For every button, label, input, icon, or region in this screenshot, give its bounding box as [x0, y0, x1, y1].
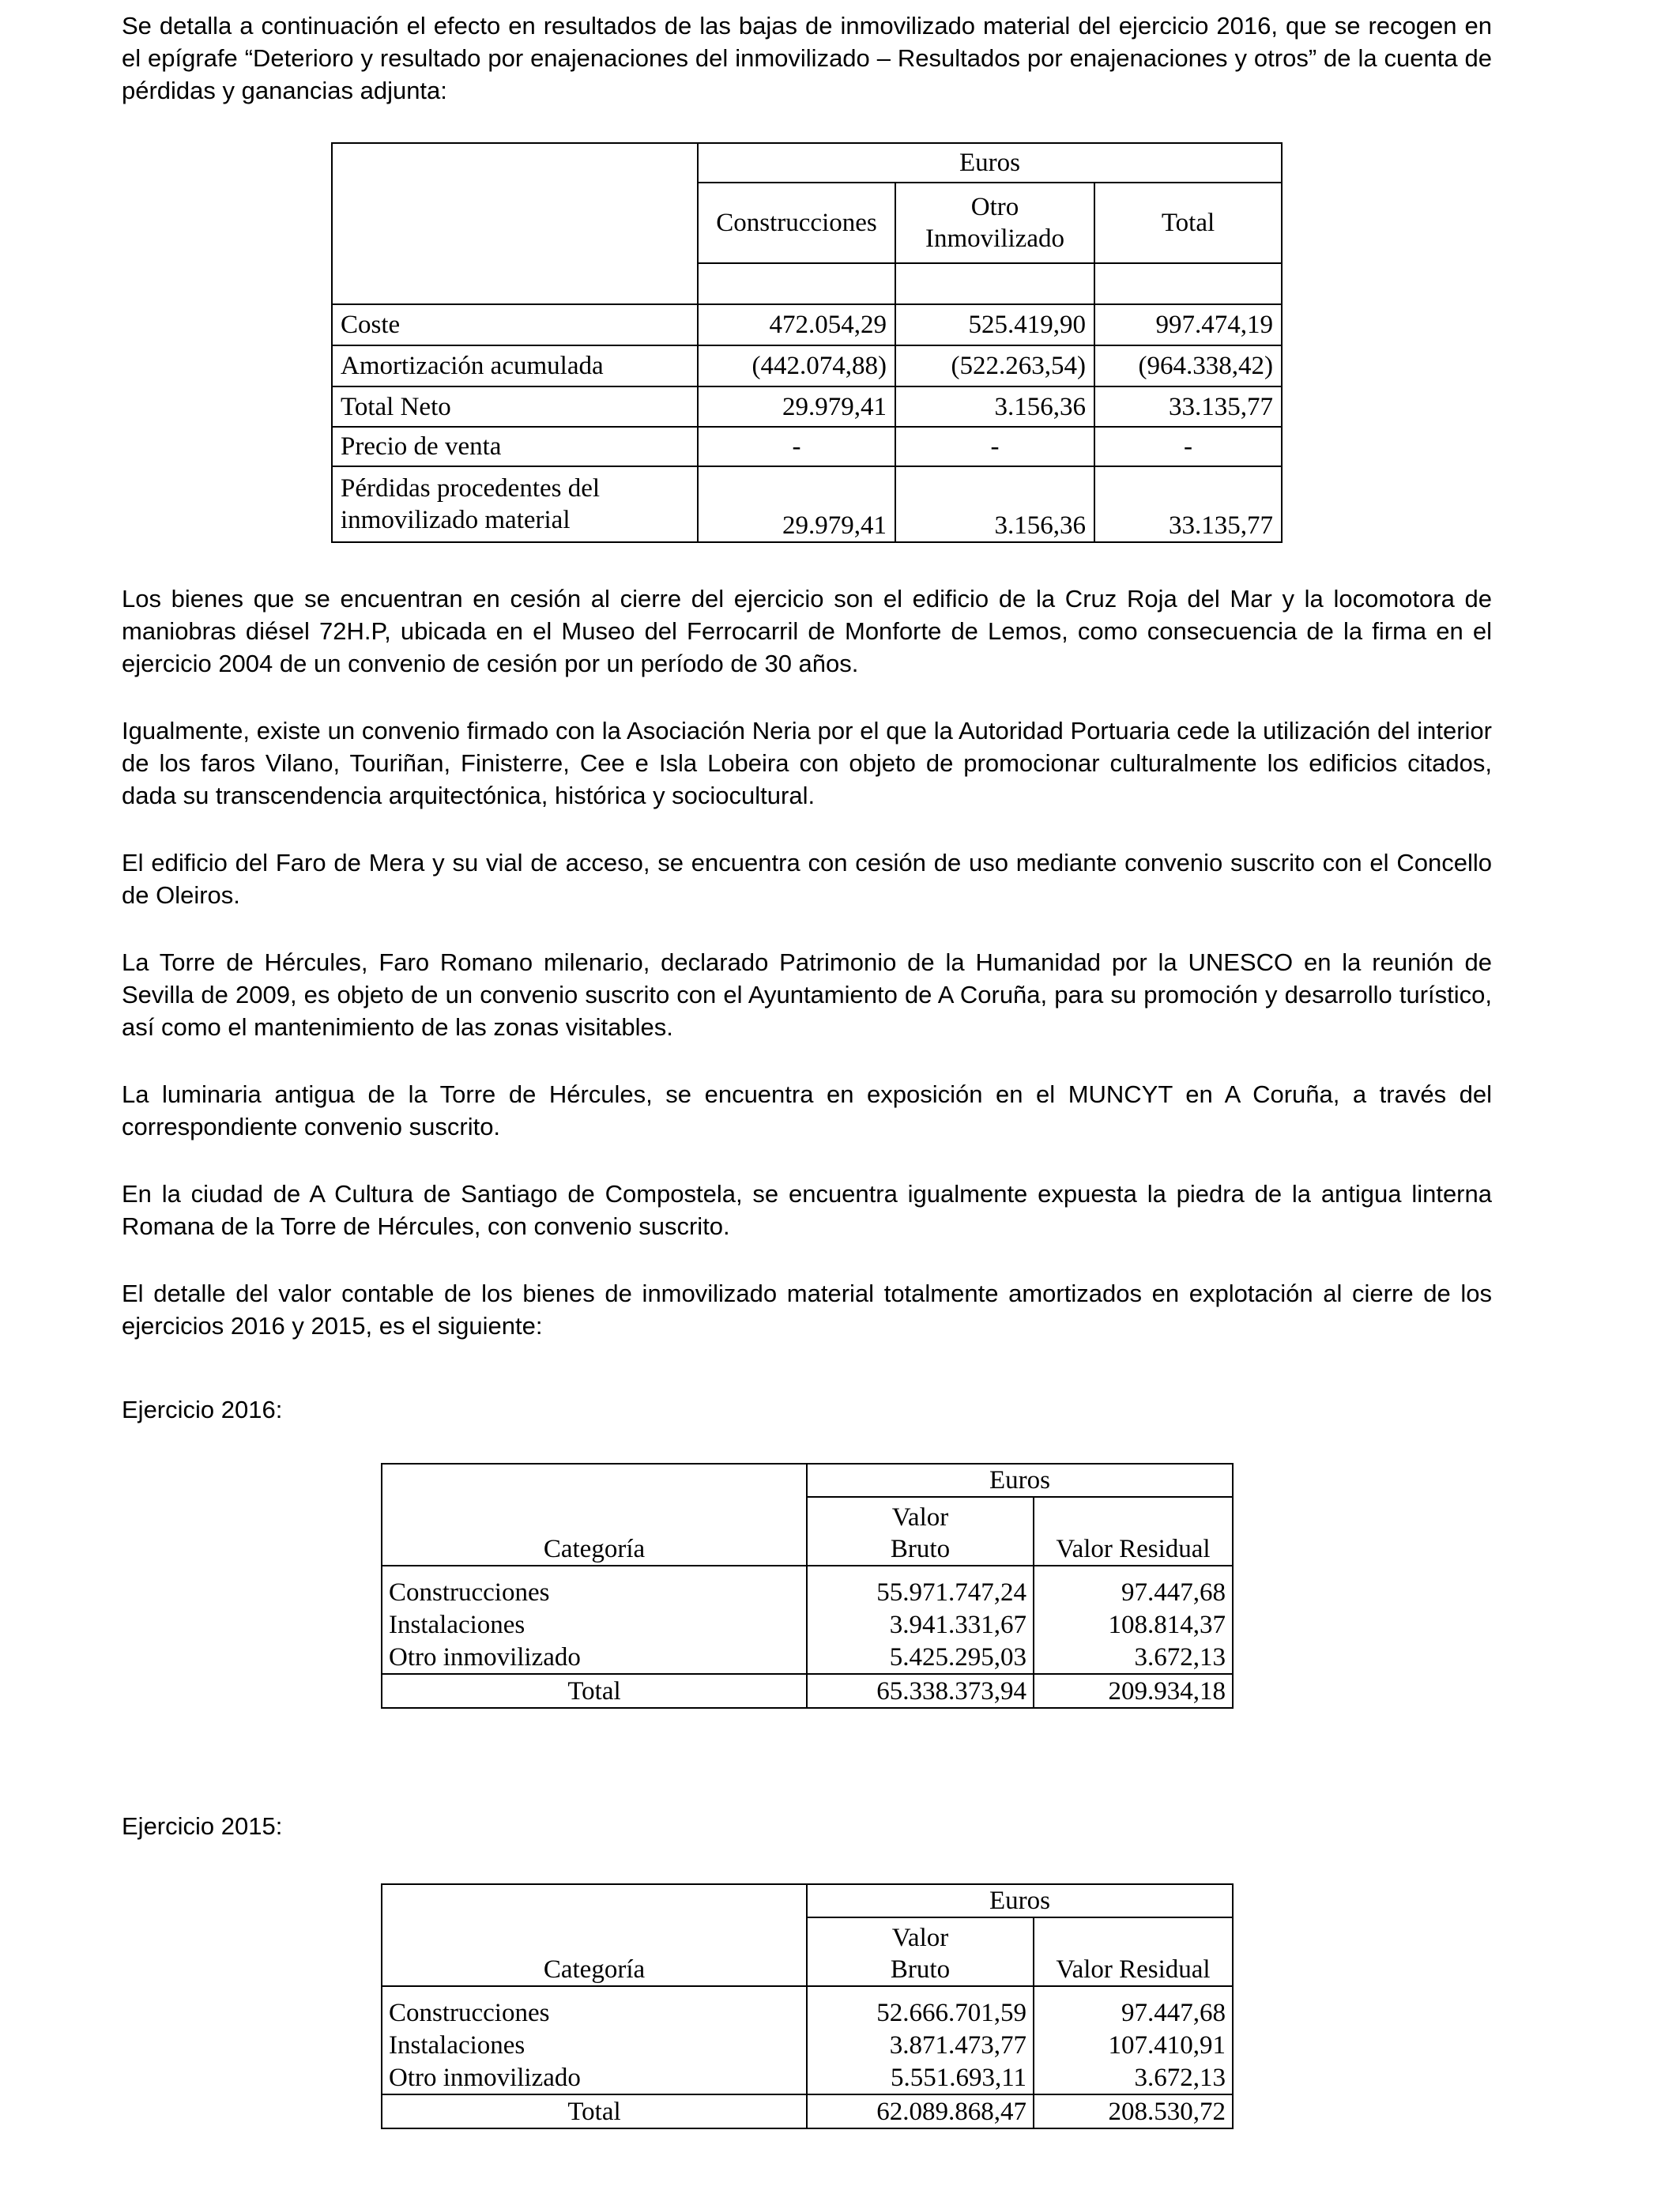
paragraph: En la ciudad de A Cultura de Santiago de Compostela, se encuentra igualmente expuesta la piedra de la antigua linterna Romana de la Torre de Hércules, con convenio suscrito.: [122, 1180, 1492, 1240]
cell-residual: 3.672,13: [1034, 2061, 1233, 2094]
table1-col-construcciones: Construcciones: [698, 183, 895, 263]
table1-spacer-cell: [698, 263, 895, 304]
ejercicio-2016-title: Ejercicio 2016:: [122, 1396, 283, 1423]
col-valor-bruto: Valor Bruto: [807, 1917, 1034, 1986]
cell-otro: (522.263,54): [895, 345, 1094, 386]
row-label: Construcciones: [382, 1986, 807, 2029]
col-categoria: Categoría: [382, 1464, 807, 1566]
row-label: Instalaciones: [382, 2029, 807, 2061]
row-label: Amortización acumulada: [332, 345, 698, 386]
row-label: Otro inmovilizado: [382, 1641, 807, 1674]
row-label: Total Neto: [332, 386, 698, 427]
total-bruto: 62.089.868,47: [807, 2094, 1034, 2128]
table1-col-total: Total: [1094, 183, 1282, 263]
cell-otro: 525.419,90: [895, 304, 1094, 345]
cell-total: -: [1094, 427, 1282, 466]
row-label: Otro inmovilizado: [382, 2061, 807, 2094]
cell-construcciones: 472.054,29: [698, 304, 895, 345]
cell-construcciones: 29.979,41: [698, 386, 895, 427]
col-valor-bruto: Valor Bruto: [807, 1497, 1034, 1566]
table-row: [332, 386, 1282, 427]
cell-residual: 107.410,91: [1034, 2029, 1233, 2061]
paragraph: Igualmente, existe un convenio firmado con la Asociación Neria por el que la Autoridad Portuaria cede la utilización del interior de los faros Vilano, Touriñan, Finisterre, Cee e Isla Lobeira con objeto de promocionar culturalmente los edificios citados, dada su transcendencia arquitectónica, histórica y sociocultural.: [122, 717, 1492, 809]
ejercicio-2015-title: Ejercicio 2015:: [122, 1812, 283, 1840]
table1-spacer-cell: [895, 263, 1094, 304]
cell-otro: 3.156,36: [895, 386, 1094, 427]
cell-construcciones: -: [698, 427, 895, 466]
table1-col-otro: Otro Inmovilizado: [895, 183, 1094, 263]
row-label: Precio de venta: [332, 427, 698, 466]
row-label: Instalaciones: [382, 1608, 807, 1641]
paragraph: El detalle del valor contable de los bienes de inmovilizado material totalmente amortizados en explotación al cierre de los ejercicios 2016 y 2015, es el siguiente:: [122, 1280, 1492, 1340]
total-residual: 209.934,18: [1034, 1674, 1233, 1708]
paragraph: El edificio del Faro de Mera y su vial de acceso, se encuentra con cesión de uso mediante convenio suscrito con el Concello de Oleiros.: [122, 849, 1492, 909]
table1-empty-header: [332, 143, 698, 304]
cell-bruto: 52.666.701,59: [807, 1986, 1034, 2029]
ejercicio-2015-table: [381, 1883, 1234, 2129]
cell-total: (964.338,42): [1094, 345, 1282, 386]
table-row: [332, 304, 1282, 345]
row-label: Pérdidas procedentes del inmovilizado material: [332, 466, 698, 542]
row-label: Coste: [332, 304, 698, 345]
euros-header: Euros: [807, 1884, 1233, 1917]
table-row: [332, 345, 1282, 386]
cell-total: 997.474,19: [1094, 304, 1282, 345]
col-valor-residual: Valor Residual: [1034, 1917, 1233, 1986]
col-categoria: Categoría: [382, 1884, 807, 1986]
cell-bruto: 5.551.693,11: [807, 2061, 1034, 2094]
cell-construcciones: 29.979,41: [698, 466, 895, 542]
euros-header: Euros: [807, 1464, 1233, 1497]
total-residual: 208.530,72: [1034, 2094, 1233, 2128]
intro-paragraph: Se detalla a continuación el efecto en resultados de las bajas de inmovilizado material del ejercicio 2016, que se recogen en el epígrafe “Deterioro y resultado por enajenaciones del inmovilizado – Resultados por enajenaciones y otros” de la cuenta de pérdidas y ganancias adjunta:: [122, 12, 1492, 104]
paragraph: Los bienes que se encuentran en cesión al cierre del ejercicio son el edificio de la Cruz Roja del Mar y la locomotora de maniobras diésel 72H.P, ubicada en el Museo del Ferrocarril de Monforte de Lemos, como consecuencia de la firma en el ejercicio 2004 de un convenio de cesión por un período de 30 años.: [122, 585, 1492, 677]
cell-bruto: 3.871.473,77: [807, 2029, 1034, 2061]
cell-otro: 3.156,36: [895, 466, 1094, 542]
cell-bruto: 3.941.331,67: [807, 1608, 1034, 1641]
ejercicio-2016-table: [381, 1463, 1234, 1709]
total-label: Total: [382, 2094, 807, 2128]
total-label: Total: [382, 1674, 807, 1708]
cell-residual: 97.447,68: [1034, 1566, 1233, 1608]
paragraph: La luminaria antigua de la Torre de Hércules, se encuentra en exposición en el MUNCYT en A Coruña, a través del correspondiente convenio suscrito.: [122, 1080, 1492, 1140]
cell-residual: 108.814,37: [1034, 1608, 1233, 1641]
cell-total: 33.135,77: [1094, 466, 1282, 542]
paragraph: La Torre de Hércules, Faro Romano milenario, declarado Patrimonio de la Humanidad por la UNESCO en la reunión de Sevilla de 2009, es objeto de un convenio suscrito con el Ayuntamiento de A Coruña, para su promoción y desarrollo turístico, así como el mantenimiento de las zonas visitables.: [122, 948, 1492, 1041]
cell-construcciones: (442.074,88): [698, 345, 895, 386]
cell-otro: -: [895, 427, 1094, 466]
table1-spacer-cell: [1094, 263, 1282, 304]
col-valor-residual: Valor Residual: [1034, 1497, 1233, 1566]
cell-bruto: 55.971.747,24: [807, 1566, 1034, 1608]
cell-residual: 97.447,68: [1034, 1986, 1233, 2029]
cell-total: 33.135,77: [1094, 386, 1282, 427]
bajas-inmovilizado-table: [331, 142, 1283, 543]
table-row: [332, 427, 1282, 466]
table1-euros-header: Euros: [698, 143, 1282, 183]
cell-residual: 3.672,13: [1034, 1641, 1233, 1674]
table-row: [332, 466, 1282, 542]
row-label: Construcciones: [382, 1566, 807, 1608]
total-bruto: 65.338.373,94: [807, 1674, 1034, 1708]
cell-bruto: 5.425.295,03: [807, 1641, 1034, 1674]
